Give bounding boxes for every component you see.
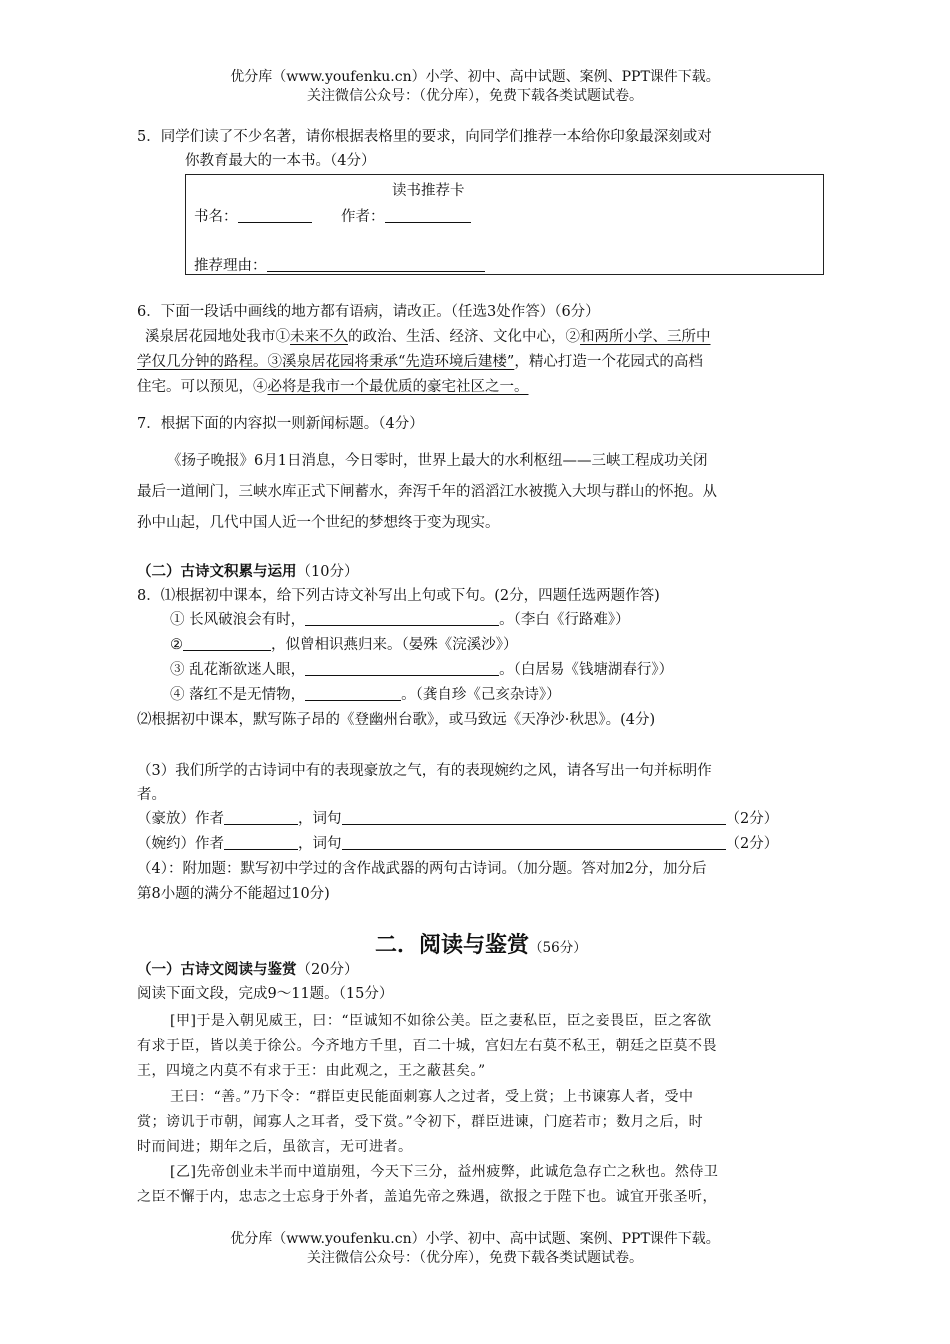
q6-error-1: 未来不久 [290, 329, 348, 345]
haofang-verse-blank[interactable] [342, 810, 726, 825]
wanyue-verse-blank[interactable] [342, 835, 726, 850]
reading-section-title: 二．阅读与鉴赏（56分） [375, 932, 587, 958]
passage-jia-line1: [甲]于是入朝见威王，曰：“臣诚知不如徐公美。臣之妻私臣，臣之妾畏臣，臣之客欲 [170, 1013, 712, 1029]
q6-error-3: ③溪泉居花园将秉承“先造环境后建楼” [267, 354, 515, 370]
q8-item-4: ④ 落红不是无情物， 。（龚自珍《己亥杂诗》） [170, 687, 561, 703]
q8-item-1-blank[interactable] [305, 611, 499, 626]
q8-intro: 8．⑴根据初中课本，给下列古诗文补写出上句或下句。(2分，四题任选两题作答) [137, 588, 660, 604]
haofang-author-blank[interactable] [224, 810, 298, 825]
passage-jia-line5: 赏；谤讥于市朝，闻寡人之耳者，受下赏。”令初下，群臣进谏，门庭若市；数月之后，时 [137, 1114, 704, 1130]
q8-item-2: ② ，似曾相识燕归来。（晏殊《浣溪沙》） [170, 637, 518, 653]
reading-instruction: 阅读下面文段，完成9～11题。（15分） [137, 986, 394, 1002]
card-title: 读书推荐卡 [392, 183, 465, 199]
q8-part4-line2: 第8小题的满分不能超过10分) [137, 886, 330, 902]
q7-para-line2: 最后一道闸门，三峡水库正式下闸蓄水，奔泻千年的滔滔江水被揽入大坝与群山的怀抱。从 [137, 484, 717, 500]
q5-line2: 你教育最大的一本书。（4分） [185, 153, 376, 169]
book-name-blank[interactable] [238, 208, 312, 223]
author-field[interactable] [341, 205, 471, 226]
author-label: 作者： [341, 209, 385, 225]
q8-part3-line1: （3）我们所学的古诗词中有的表现豪放之气，有的表现婉约之风，请各写出一句并标明作 [137, 763, 712, 779]
reason-blank[interactable] [267, 257, 485, 272]
author-blank[interactable] [385, 208, 471, 223]
q6-line1: 溪泉居花园地处我市①未来不久的政治、生活、经济、文化中心，②和两所小学、三所中 [145, 329, 711, 345]
haofang-row: （豪放）作者 ，词句 （2分） [137, 811, 779, 827]
q8-item-4-blank[interactable] [305, 686, 401, 701]
passage-jia-line6: 时而间进；期年之后，虽欲言，无可进者。 [137, 1139, 413, 1155]
passage-yi-line1: [乙]先帝创业未半而中道崩殂，今天下三分，益州疲弊，此诚危急存亡之秋也。然侍卫 [170, 1164, 719, 1180]
passage-jia-line2: 有求于臣，皆以美于徐公。今齐地方千里，百二十城，宫妇左右莫不私王，朝廷之臣莫不畏 [137, 1038, 717, 1054]
q8-item-3-blank[interactable] [305, 661, 499, 676]
book-name-field[interactable] [194, 205, 312, 226]
q8-part3-line2: 者。 [137, 787, 166, 803]
page-header-line1: 优分库（www.youfenku.cn）小学、初中、高中试题、案例、PPT课件下载。 [230, 69, 720, 85]
q5-line1: 5．同学们读了不少名著，请你根据表格里的要求，向同学们推荐一本给你印象最深刻或对 [137, 129, 712, 145]
page-footer-line2: 关注微信公众号：（优分库），免费下载各类试题试卷。 [307, 1250, 643, 1266]
reason-field[interactable] [194, 254, 485, 275]
page-header-line2: 关注微信公众号：（优分库），免费下载各类试题试卷。 [307, 88, 643, 104]
reading-sub-heading: （一）古诗文阅读与鉴赏（20分） [137, 961, 359, 978]
reading-recommendation-card [185, 174, 824, 275]
q8-item-2-blank[interactable] [183, 636, 271, 651]
q6-line2: 学仅几分钟的路程。③溪泉居花园将秉承“先造环境后建楼”，精心打造一个花园式的高档 [137, 354, 703, 370]
q8-part2: ⑵根据初中课本，默写陈子昂的《登幽州台歌》，或马致远《天净沙·秋思》。(4分) [137, 712, 656, 728]
q8-item-3: ③ 乱花渐欲迷人眼， 。（白居易《钱塘湖春行》） [170, 662, 674, 678]
q7-title: 7．根据下面的内容拟一则新闻标题。（4分） [137, 416, 424, 432]
passage-jia-line4: 王曰：“善。”乃下令：“群臣吏民能面刺寡人之过者，受上赏；上书谏寡人者，受中 [170, 1089, 694, 1105]
wanyue-row: （婉约）作者 ，词句 （2分） [137, 836, 779, 852]
q6-line3: 住宅。可以预见，④必将是我市一个最优质的豪宅社区之一。 [137, 379, 529, 395]
passage-yi-line2: 之臣不懈于内，忠志之士忘身于外者，盖追先帝之殊遇，欲报之于陛下也。诚宜开张圣听， [137, 1189, 717, 1205]
q6-error-2: 和两所小学、三所中 [580, 329, 711, 345]
book-name-label: 书名： [194, 209, 238, 225]
q8-item-1: ① 长风破浪会有时， 。（李白《行路难》） [170, 612, 630, 628]
poetry-section-heading: （二）古诗文积累与运用（10分） [137, 563, 359, 580]
q6-error-4: 必将是我市一个最优质的豪宅社区之一。 [267, 379, 529, 395]
q7-para-line1: 《扬子晚报》6月1日消息，今日零时，世界上最大的水利枢纽——三峡工程成功关闭 [167, 453, 708, 469]
wanyue-author-blank[interactable] [224, 835, 298, 850]
page-footer-line1: 优分库（www.youfenku.cn）小学、初中、高中试题、案例、PPT课件下载。 [230, 1231, 720, 1247]
q8-part4-line1: （4）：附加题：默写初中学过的含作战武器的两句古诗词。（加分题。答对加2分，加分后 [137, 861, 707, 877]
reason-label: 推荐理由： [194, 258, 267, 274]
q7-para-line3: 孙中山起，几代中国人近一个世纪的梦想终于变为现实。 [137, 515, 500, 531]
q6-title: 6．下面一段话中画线的地方都有语病，请改正。（任选3处作答）（6分） [137, 304, 600, 320]
passage-jia-line3: 王，四境之内莫不有求于王：由此观之，王之蔽甚矣。” [137, 1063, 486, 1079]
q6-error-2-cont: 学仅几分钟的路程。 [137, 354, 268, 370]
